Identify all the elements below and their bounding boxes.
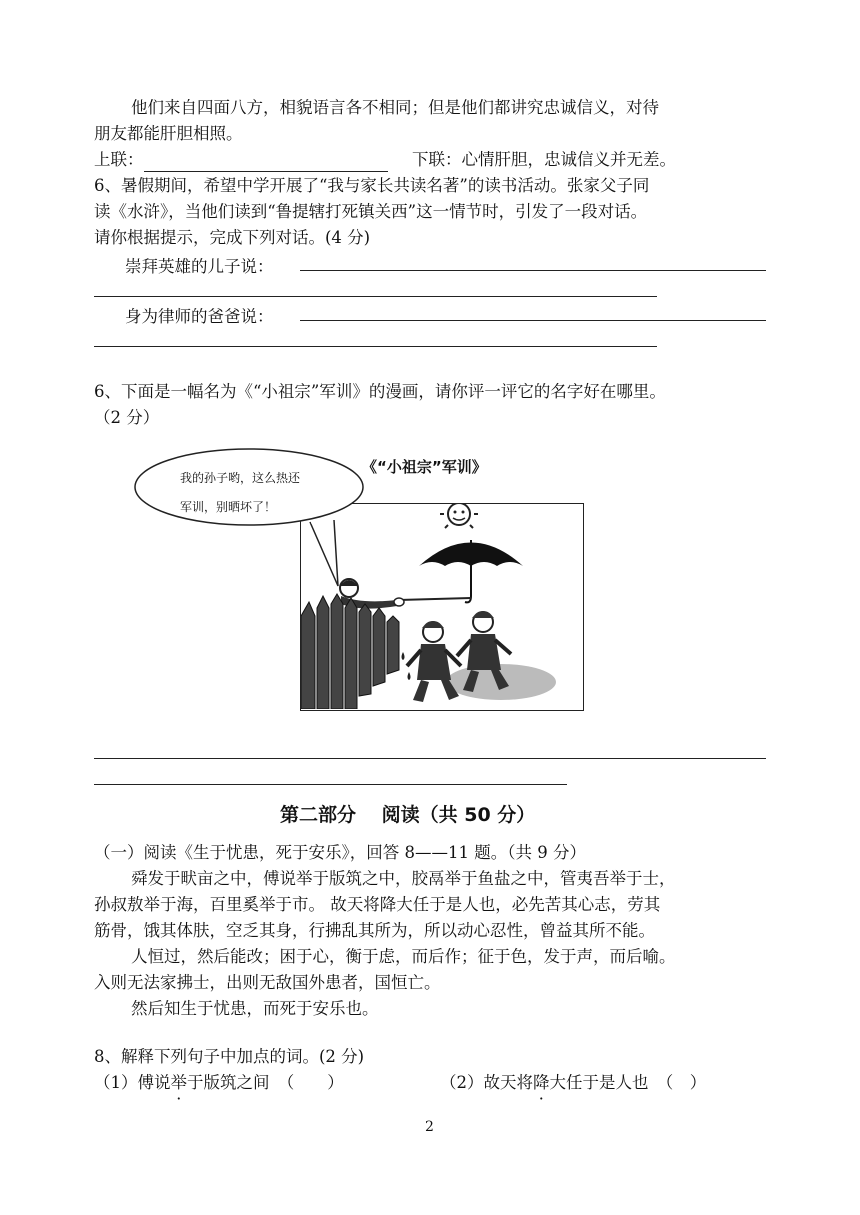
dad-answer-line1[interactable] [300,320,766,321]
speech-bubble-line2: 军训，别晒坏了！ [180,500,277,514]
umbrella-icon [419,540,523,602]
couplet-paragraph-line1: 他们来自四面八方，相貌语言各不相同；但是他们都讲究忠诚信义，对待 [131,98,659,117]
passage-p1-line2: 孙叔敖举于海，百里奚举于市。 故天将降大任于是人也，必先苦其心志，劳其 [94,895,661,914]
dad-says-label: 身为律师的爸爸说： [125,307,274,326]
fence [301,594,399,709]
passage-p2-line1: 人恒过，然后能改；困于心，衡于虑，而后作；征于色，发于声，而后喻。 [131,947,676,966]
q8-item1-dotted-word: 举 [170,1073,187,1092]
cartoon-answer-line1[interactable] [94,758,766,759]
q8-item1: （1）傅说举于版筑之间 （ ） [94,1073,344,1092]
dad-answer-line2[interactable] [94,346,657,347]
q6-dialogue-line1: 6、暑假期间，希望中学开展了“我与家长共读名著”的读书活动。张家父子同 [94,176,650,195]
child-marching-1 [407,621,461,702]
q8-title: 8、解释下列句子中加点的词。(2 分) [94,1047,365,1066]
q6-cartoon-line2: （2 分） [94,408,160,427]
q6-dialogue-line2: 读《水浒》，当他们读到“鲁提辖打死镇关西”这一情节时，引发了一段对话。 [94,202,648,221]
upper-couplet-label: 上联： [94,148,388,172]
reading-intro: （一）阅读《生于忧患，死于安乐》，回答 8——11 题。（共 9 分） [94,843,586,862]
q8-item2-dotted-word: 降 [533,1073,550,1092]
passage-p1-line3: 筋骨，饿其体肤，空乏其身，行拂乱其所为，所以动心忍性，曾益其所不能。 [94,921,655,940]
part2-heading: 第二部分 阅读（共 50 分） [280,804,536,826]
speech-bubble-line1: 我的孙子哟，这么热还 [180,471,301,485]
passage-p3: 然后知生于忧患，而死于安乐也。 [131,999,379,1018]
son-answer-line1[interactable] [300,270,766,271]
son-says-label: 崇拜英雄的儿子说： [125,257,274,276]
page-number: 2 [425,1119,434,1135]
passage-p2-line2: 入则无法家拂士，出则无敌国外患者，国恒亡。 [94,973,441,992]
couplet-paragraph-line2: 朋友都能肝胆相照。 [94,124,243,143]
lower-couplet: 下联：心情肝胆，忠诚信义并无差。 [412,150,676,169]
passage-p1-line1: 舜发于畎亩之中，傅说举于版筑之中，胶鬲举于鱼盐之中，管夷吾举于士， [131,869,676,888]
q6-cartoon-line1: 6、下面是一幅名为《“小祖宗”军训》的漫画，请你评一评它的名字好在哪里。 [94,382,666,401]
q6-dialogue-line3: 请你根据提示，完成下列对话。(4 分) [94,228,371,247]
q8-item2: （2）故天将降大任于是人也 （ ） [440,1073,707,1092]
cartoon-title: 《“小祖宗”军训》 [362,458,487,476]
son-answer-line2[interactable] [94,296,657,297]
cartoon-answer-line2[interactable] [94,784,567,785]
sun-icon [440,504,478,528]
upper-couplet-answer-line[interactable] [144,153,388,172]
